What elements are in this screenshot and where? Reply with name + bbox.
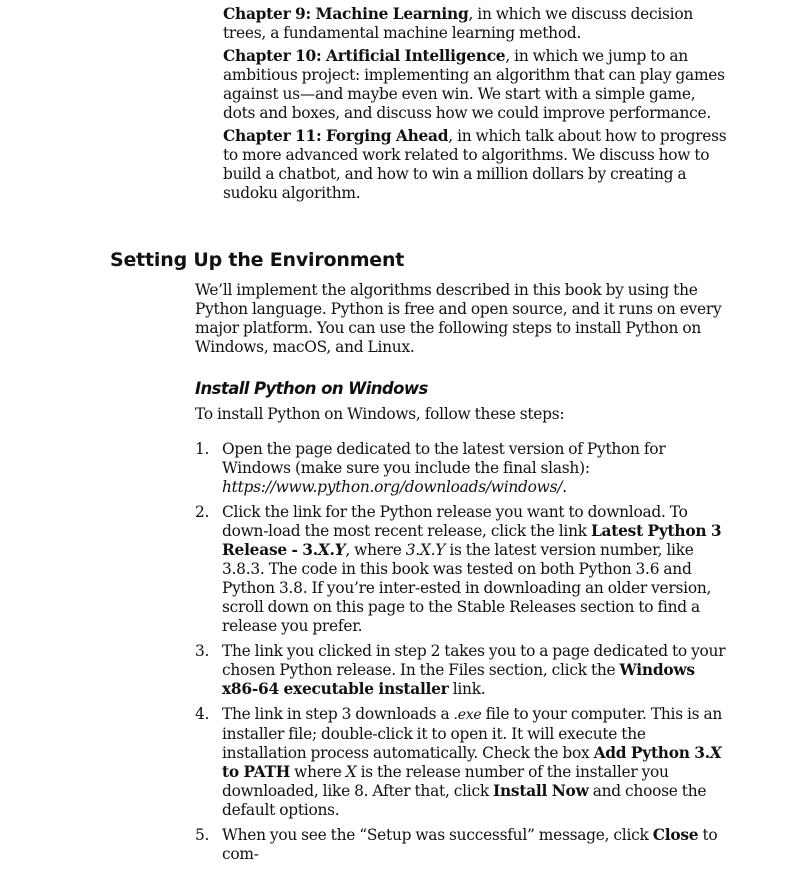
step-number: 3. (195, 642, 210, 660)
section-paragraph: We’ll implement the algorithms described in this book by using the Python language. Python is free and open source, and it runs on every major platform. You can use the following steps to install Python on Windows, macOS, and Linux. (195, 281, 722, 356)
step-text: . (562, 478, 567, 496)
step-1 (195, 440, 730, 497)
step-text: file to your computer. This is an installer file; double-click it to open it. It will execute the installation process automatically. Check the box (222, 705, 723, 762)
chapter-9-label: Chapter 9: Machine Learning (223, 5, 469, 23)
step-text: When you see the “Setup was successful” message, click (222, 826, 653, 844)
step-5 (195, 826, 730, 864)
step-text: is the latest version number, like 3.8.3. The code in this book was tested on both Python 3.6 and Python 3.8. If you’re inter-ested in downloading an older version, scroll down on this page to the Stable Releases section to find a release you prefer. (222, 541, 712, 635)
step-text: to com- (222, 826, 718, 863)
step-text: Open the page dedicated to the latest version of Python for Windows (make sure you include the final slash): (222, 440, 666, 477)
step-text: The link in step 3 downloads a (222, 705, 454, 723)
chapter-11-summary (223, 127, 728, 203)
step-text: and choose the default options. (222, 782, 707, 819)
release-link-label: Latest Python 3 Release - 3. (222, 522, 722, 559)
release-version-placeholder: X.Y (317, 541, 346, 559)
step-4 (195, 705, 730, 820)
close-label: Close (652, 826, 699, 844)
step-number: 1. (195, 440, 210, 458)
step-number: 2. (195, 503, 210, 521)
chapter-9-summary (223, 5, 728, 43)
file-extension: .exe (453, 707, 482, 723)
section-heading: Setting Up the Environment (110, 249, 405, 271)
installer-link-label: Windows x86-64 executable installer (222, 661, 695, 698)
chapter-11-text: , in which talk about how to progress to more advanced work related to algorithms. We discuss how to build a chatbot, and how to win a million dollars by creating a sudoku algorithm. (223, 127, 727, 202)
install-now-label: Install Now (493, 782, 589, 800)
python-downloads-link[interactable]: https://www.python.org/downloads/windows/ (222, 478, 563, 496)
step-text: is the release number of the installer you downloaded, like 8. After that, click (222, 763, 669, 800)
chapter-11-label: Chapter 11: Forging Ahead (223, 127, 449, 145)
release-number-placeholder: X (345, 763, 357, 781)
path-checkbox-label-end: to PATH (222, 763, 291, 781)
release-placeholder: X (709, 744, 722, 762)
subsection-lead: To install Python on Windows, follow these steps: (195, 405, 565, 423)
chapter-10-summary (223, 47, 728, 123)
step-number: 5. (195, 826, 210, 844)
step-text: link. (448, 680, 486, 698)
step-text: , where (345, 541, 406, 559)
step-text: where (290, 763, 346, 781)
step-2 (195, 503, 730, 636)
chapter-10-label: Chapter 10: Artificial Intelligence (223, 47, 506, 65)
install-steps-list (195, 440, 730, 870)
path-checkbox-label: Add Python 3. (593, 744, 710, 762)
version-placeholder: 3.X.Y (405, 541, 446, 559)
chapter-10-text: , in which we jump to an ambitious project: implementing an algorithm that can play games against us—and maybe even win. We start with a simple game, dots and boxes, and discuss how we could improve performance. (223, 47, 725, 122)
step-3 (195, 642, 730, 699)
step-text: Click the link for the Python release you want to download. To down-load the most recent release, click the link (222, 503, 688, 540)
step-text: The link you clicked in step 2 takes you to a page dedicated to your chosen Python release. In the Files section, click the (222, 642, 726, 679)
chapter-9-text: , in which we discuss decision trees, a fundamental machine learning method. (223, 5, 693, 42)
step-number: 4. (195, 705, 210, 723)
subsection-heading: Install Python on Windows (195, 379, 428, 398)
